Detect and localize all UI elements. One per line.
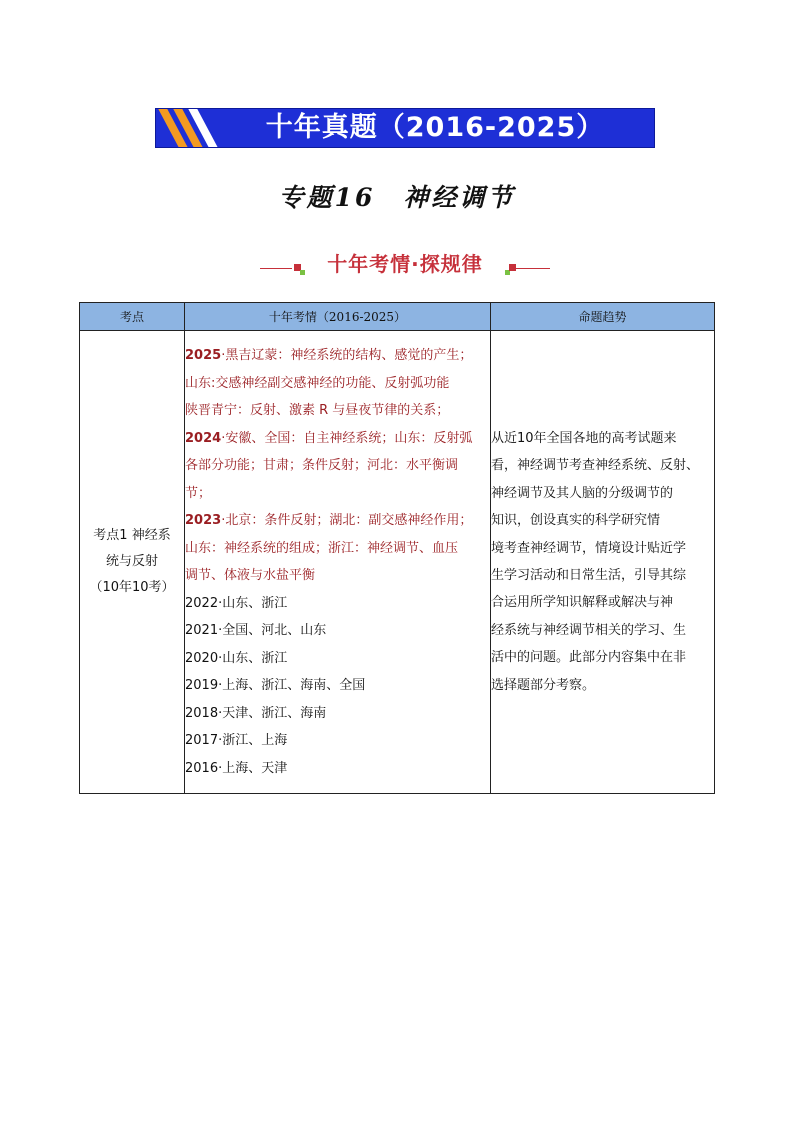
year-label: 2025: [185, 348, 222, 363]
year-entry-2025: [185, 342, 490, 425]
trend-line: 知识，创设真实的科学研究情: [491, 513, 661, 529]
header-trend: 命题趋势: [491, 303, 715, 331]
year-text: 节；: [185, 485, 212, 501]
trend-line: 看，神经调节考查神经系统、反射、: [491, 458, 700, 474]
title-banner: [155, 108, 655, 148]
topic-line: （10年10考）: [89, 580, 175, 595]
year-text: 调节、体液与水盐平衡: [185, 568, 316, 583]
year-entry-2016: [185, 755, 490, 783]
year-label: 2024: [185, 430, 222, 446]
year-label: 2022: [185, 595, 219, 611]
trend-line: 活中的问题。此部分内容集中在非: [491, 650, 687, 666]
year-label: 2018: [185, 705, 219, 721]
year-text: 山东:交感神经副交感神经的功能、反射弧功能: [185, 375, 450, 391]
years-cell: [185, 331, 491, 794]
section-title: 十年考情·探规律: [327, 252, 483, 276]
year-entry-2022: [185, 590, 490, 618]
table-header-row: [80, 303, 715, 331]
year-entry-2024: [185, 425, 490, 508]
decor-square: [300, 270, 305, 275]
topic-line: 考点1 神经系: [93, 528, 171, 543]
year-text: ·上海、天津: [218, 760, 288, 776]
year-label: 2016: [185, 760, 219, 776]
year-label: 2021: [185, 623, 219, 638]
header-topic: 考点: [80, 303, 185, 331]
year-text: ·天津、浙江、海南: [218, 705, 327, 721]
decor-square: [509, 264, 516, 271]
year-text: ·上海、浙江、海南、全国: [218, 678, 366, 693]
trend-line: 合运用所学知识解释或解决与神: [491, 595, 674, 611]
trend-line: 神经调节及其人脑的分级调节的: [491, 485, 674, 501]
trend-line: 从近10年全国各地的高考试题来: [491, 430, 677, 446]
topic-line: 统与反射: [105, 554, 158, 569]
year-text: 陕晋青宁：反射、激素 R 与昼夜节律的关系；: [185, 403, 450, 418]
year-label: 2017: [185, 733, 219, 748]
trend-line: 境考查神经调节，情境设计贴近学: [491, 540, 687, 556]
year-text: ·浙江、上海: [218, 733, 288, 748]
year-entry-2018: [185, 700, 490, 728]
year-entry-2021: [185, 617, 490, 645]
year-text: 山东：神经系统的组成；浙江：神经调节、血压: [185, 540, 459, 556]
year-text: ·黑吉辽蒙：神经系统的结构、感觉的产生；: [221, 348, 473, 363]
year-entry-2017: [185, 727, 490, 755]
year-label: 2020: [185, 650, 219, 666]
year-text: ·全国、河北、山东: [218, 623, 327, 638]
decor-line: [516, 268, 550, 269]
exam-table: [79, 302, 715, 794]
trend-line: 生学习活动和日常生活，引导其综: [491, 568, 687, 583]
trend-cell: [491, 331, 715, 794]
year-text: ·山东、浙江: [218, 595, 288, 611]
subject-title: 专题16 神经调节: [278, 183, 516, 212]
year-text: ·北京：条件反射；湖北：副交感神经作用；: [221, 513, 473, 528]
decor-line: [260, 268, 292, 269]
header-years: 十年考情（2016-2025）: [185, 303, 491, 331]
table-row: [80, 331, 715, 794]
year-text: 各部分功能；甘肃；条件反射；河北：水平衡调: [185, 458, 459, 473]
year-text: ·山东、浙江: [218, 650, 288, 666]
year-entry-2023: [185, 507, 490, 590]
year-label: 2019: [185, 678, 219, 693]
trend-line: 选择题部分考察。: [491, 677, 596, 693]
year-label: 2023: [185, 513, 222, 528]
year-entry-2019: [185, 672, 490, 700]
trend-line: 经系统与神经调节相关的学习、生: [491, 622, 687, 638]
year-entry-2020: [185, 645, 490, 673]
section-header: [258, 246, 552, 282]
banner-title: 十年真题（2016-2025）: [265, 112, 605, 143]
year-text: ·安徽、全国：自主神经系统；山东：反射弧: [221, 430, 473, 446]
topic-cell: [80, 331, 185, 794]
